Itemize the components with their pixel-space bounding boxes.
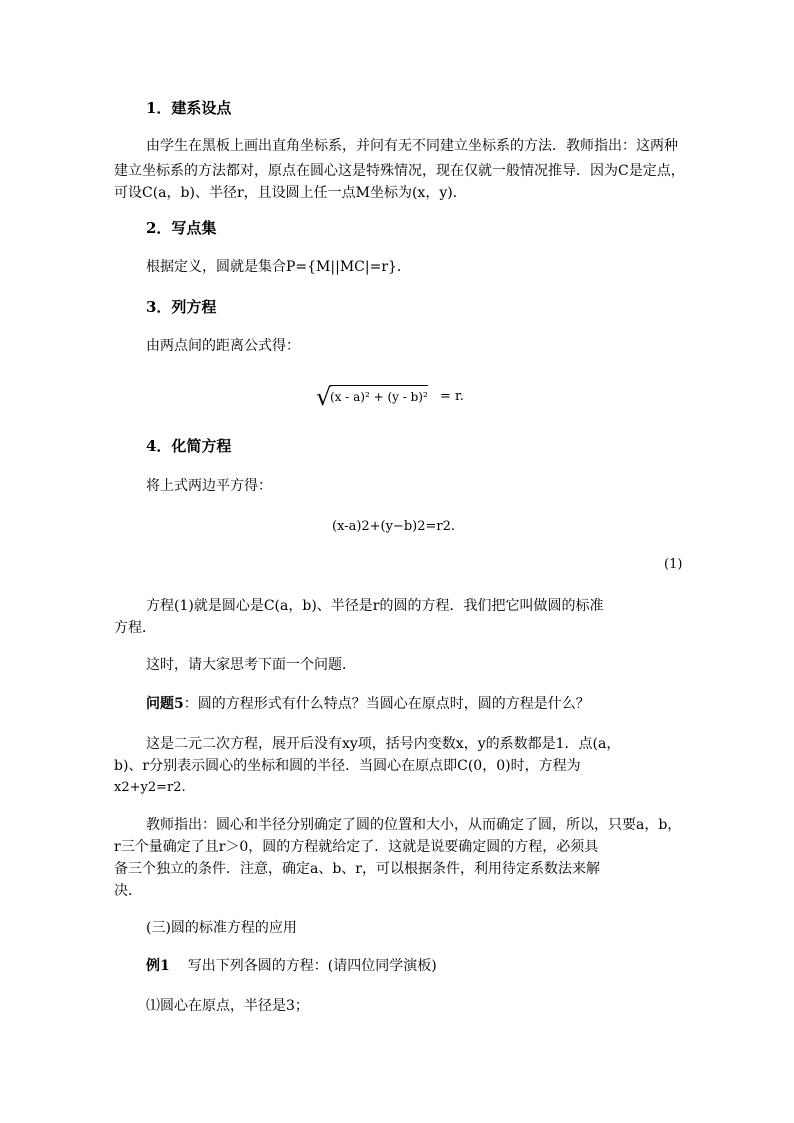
- example-1-item-1: ⑴圆心在原点，半径是3；: [146, 998, 309, 1014]
- section-3-title: 3．列方程: [146, 298, 217, 316]
- example-1: [146, 956, 437, 976]
- answer-line-2: b)、r分别表示圆心的坐标和圆的半径．当圆心在原点即C(0，0)时，方程为: [114, 758, 581, 774]
- sqrt-symbol: √: [316, 383, 332, 411]
- section-1-paragraph-line-2: 建立坐标系的方法都对，原点在圆心这是特殊情况，现在仅就一般情况推导．因为C是定点，: [114, 163, 685, 179]
- question-5: [146, 694, 590, 714]
- question-5-text: ：圆的方程形式有什么特点？当圆心在原点时，圆的方程是什么？: [183, 696, 590, 712]
- section-3-paragraph: 由两点间的距离公式得：: [146, 338, 300, 354]
- part-3-title: (三)圆的标准方程的应用: [146, 920, 297, 936]
- teacher-note-line-2: r三个量确定了且r＞0，圆的方程就给定了．这就是说要确定圆的方程，必须具: [114, 839, 599, 855]
- distance-formula-rhs: = r.: [440, 389, 464, 404]
- section-2-title: 2．写点集: [146, 219, 217, 237]
- standard-equation-text-line-1: 方程(1)就是圆心是C(a，b)、半径是r的圆的方程．我们把它叫做圆的标准: [146, 598, 604, 614]
- teacher-note-line-4: 决．: [114, 883, 142, 899]
- example-1-label: 例1: [146, 958, 170, 974]
- sqrt-radicand: (x - a)² + (y - b)²: [330, 385, 428, 406]
- standard-equation-text-line-2: 方程．: [114, 620, 156, 636]
- answer-line-3: x2+y2=r2.: [114, 780, 186, 795]
- think-prompt: 这时，请大家思考下面一个问题．: [146, 657, 356, 673]
- teacher-note-line-1: 教师指出：圆心和半径分别确定了圆的位置和大小，从而确定了圆，所以，只要a，b，: [146, 817, 682, 833]
- answer-line-1: 这是二元二次方程，展开后没有xy项，括号内变数x，y的系数都是1．点(a，: [146, 736, 621, 752]
- section-1-paragraph-line-1: 由学生在黑板上画出直角坐标系，并问有无不同建立坐标系的方法．教师指出：这两种: [146, 138, 678, 154]
- section-1-paragraph-line-3: 可设C(a，b)、半径r，且设圆上任一点M坐标为(x，y)．: [114, 185, 467, 201]
- section-1-title: 1．建系设点: [146, 99, 232, 117]
- section-4-title: 4．化简方程: [146, 437, 232, 455]
- standard-equation: (x-a)2+(y−b)2=r2.: [332, 519, 456, 534]
- section-2-paragraph: 根据定义，圆就是集合P={M||MC|=r}．: [146, 259, 411, 275]
- example-1-text: 写出下列各圆的方程：(请四位同学演板): [187, 958, 437, 974]
- question-5-label: 问题5: [146, 696, 184, 712]
- teacher-note-line-3: 备三个独立的条件．注意，确定a、b、r，可以根据条件，利用待定系数法来解: [114, 861, 600, 877]
- section-4-paragraph: 将上式两边平方得：: [146, 478, 272, 494]
- equation-number: (1): [664, 557, 683, 572]
